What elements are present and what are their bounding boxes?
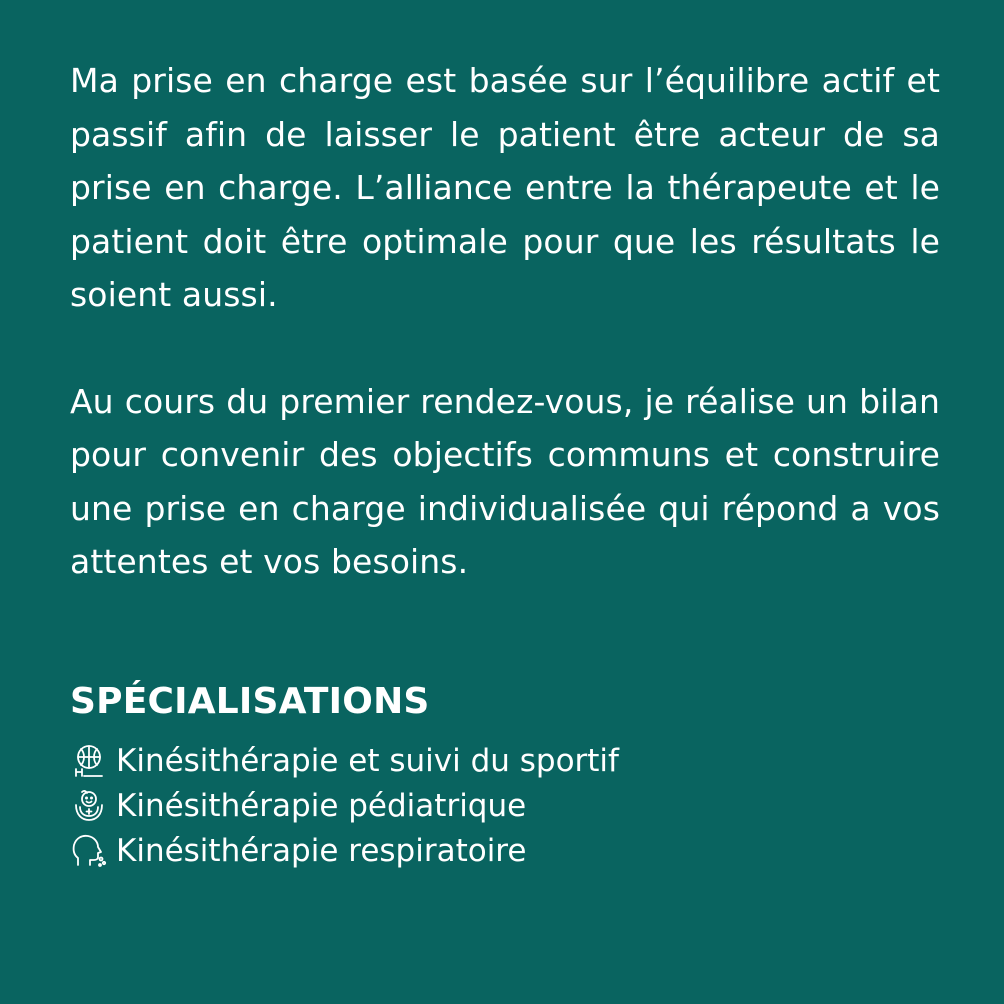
list-item-pediatric — [70, 784, 940, 829]
baby-care-icon — [70, 787, 108, 825]
list-item-label: Kinésithérapie et suivi du sportif — [116, 742, 619, 779]
intro-paragraph-2: Au cours du premier rendez-vous, je réalise un bilan pour convenir des objectifs communs et construire une prise en charge individualisée qui répond a vos attentes et vos besoins. — [70, 381, 940, 581]
breathing-head-icon — [70, 832, 108, 870]
specialisations-title: SPÉCIALISATIONS — [70, 680, 430, 722]
list-item-label: Kinésithérapie respiratoire — [116, 832, 527, 869]
list-item-label: Kinésithérapie pédiatrique — [116, 787, 527, 824]
list-item-sport — [70, 739, 940, 784]
specialisations-list — [70, 739, 940, 874]
intro-paragraph-1: Ma prise en charge est basée sur l’équilibre actif et passif afin de laisser le patient être acteur de sa prise en charge. L’alliance entre la thérapeute et le patient doit être optimale pour que les résultats le soient aussi. — [70, 61, 940, 314]
basketball-icon — [70, 742, 108, 780]
list-item-respiratory — [70, 829, 940, 874]
